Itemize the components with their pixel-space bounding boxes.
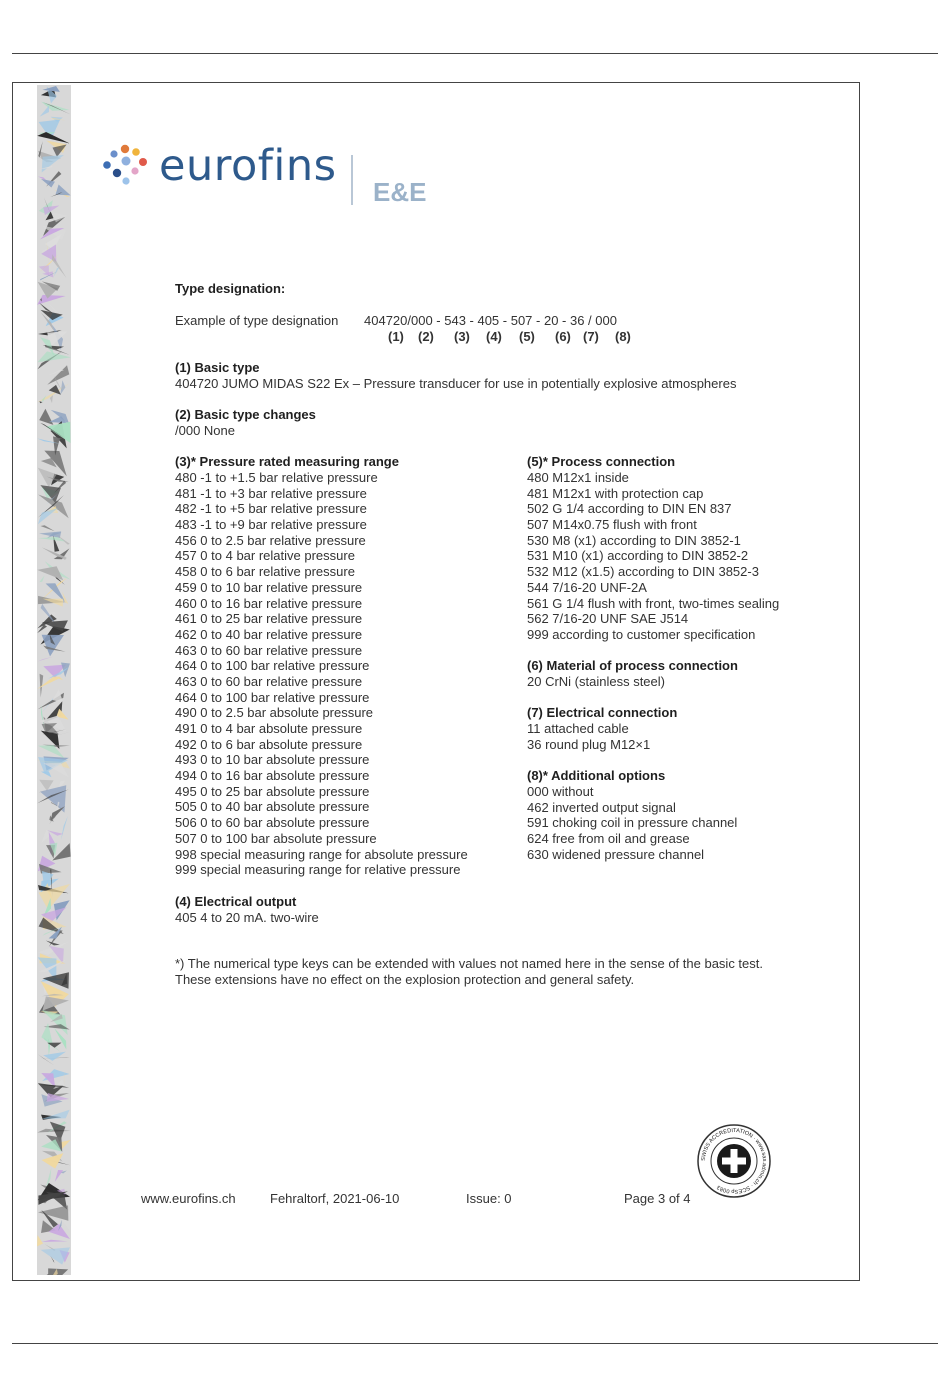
code-6: (6)	[555, 329, 571, 344]
process-connection-title: (5)* Process connection	[527, 454, 676, 469]
electrical-output-text: 405 4 to 20 mA. two-wire	[175, 910, 319, 925]
list-item: 491 0 to 4 bar absolute pressure	[175, 721, 363, 736]
example-label: Example of type designation	[175, 313, 339, 328]
list-item: 20 CrNi (stainless steel)	[527, 674, 665, 689]
list-item: 456 0 to 2.5 bar relative pressure	[175, 532, 366, 548]
list-item: 463 0 to 60 bar relative pressure	[175, 642, 363, 658]
list-item: 502 G 1/4 according to DIN EN 837	[527, 501, 732, 517]
footer-page-number: Page 3 of 4	[624, 1191, 691, 1206]
list-item: 464 0 to 100 bar relative pressure	[175, 658, 370, 674]
list-item: 483 -1 to +9 bar relative pressure	[175, 517, 367, 533]
footnote-line-1: *) The numerical type keys can be extended with values not named here in the sense of the basic test.	[175, 956, 763, 971]
basic-type-changes-text: /000 None	[175, 423, 235, 438]
top-rule	[12, 53, 938, 54]
swiss-accreditation-seal	[696, 1123, 772, 1199]
basic-type-changes-title: (2) Basic type changes	[175, 407, 316, 422]
list-item: 505 0 to 40 bar absolute pressure	[175, 799, 370, 815]
example-value: 404720/000 - 543 - 405 - 507 - 20 - 36 / 000	[364, 313, 617, 328]
list-item: 506 0 to 60 bar absolute pressure	[175, 815, 370, 831]
bottom-rule	[12, 1343, 938, 1344]
footer-website: www.eurofins.ch	[141, 1191, 236, 1206]
list-item: 490 0 to 2.5 bar absolute pressure	[175, 705, 374, 721]
list-item: 481 -1 to +3 bar relative pressure	[175, 485, 367, 501]
list-item: 531 M10 (x1) according to DIN 3852-2	[527, 548, 749, 564]
electrical-output-title: (4) Electrical output	[175, 894, 297, 909]
additional-options-title: (8)* Additional options	[527, 768, 666, 783]
list-item: 630 widened pressure channel	[527, 846, 705, 862]
list-item: 492 0 to 6 bar absolute pressure	[175, 736, 363, 752]
list-item: 481 M12x1 with protection cap	[527, 485, 704, 501]
list-item: 462 0 to 40 bar relative pressure	[175, 626, 363, 642]
list-item: 591 choking coil in pressure channel	[527, 815, 738, 831]
code-5: (5)	[519, 329, 535, 344]
list-item: 36 round plug M12×1	[527, 736, 651, 752]
footer-issue: Issue: 0	[466, 1191, 512, 1206]
electrical-connection-list	[527, 721, 650, 752]
list-item: 561 G 1/4 flush with front, two-times sealing	[527, 595, 780, 611]
list-item: 998 special measuring range for absolute pressure	[175, 846, 468, 862]
logo-divider	[351, 155, 353, 205]
list-item: 495 0 to 25 bar absolute pressure	[175, 783, 370, 799]
electrical-connection-title: (7) Electrical connection	[527, 705, 678, 720]
list-item: 532 M12 (x1.5) according to DIN 3852-3	[527, 564, 759, 580]
basic-type-title: (1) Basic type	[175, 360, 260, 375]
list-item: 457 0 to 4 bar relative pressure	[175, 548, 355, 564]
list-item: 494 0 to 16 bar absolute pressure	[175, 768, 370, 784]
list-item: 460 0 to 16 bar relative pressure	[175, 595, 363, 611]
material-list	[527, 674, 665, 690]
list-item: 544 7/16-20 UNF-2A	[527, 579, 647, 595]
list-item: 482 -1 to +5 bar relative pressure	[175, 501, 367, 517]
measuring-range-title: (3)* Pressure rated measuring range	[175, 454, 399, 469]
seal-ring-text: SWISS ACCREDITATION · www.sas.admin.ch · SCESp 0083	[700, 1127, 768, 1195]
process-connection-list	[527, 470, 779, 643]
list-item: 480 M12x1 inside	[527, 470, 629, 485]
additional-options-list	[527, 784, 737, 862]
list-item: 493 0 to 10 bar absolute pressure	[175, 752, 370, 768]
basic-type-text: 404720 JUMO MIDAS S22 Ex – Pressure transducer for use in potentially explosive atmospheres	[175, 376, 737, 391]
code-7: (7)	[583, 329, 599, 344]
material-title: (6) Material of process connection	[527, 658, 738, 673]
list-item: 507 0 to 100 bar absolute pressure	[175, 830, 377, 846]
list-item: 480 -1 to +1.5 bar relative pressure	[175, 470, 378, 485]
list-item: 461 0 to 25 bar relative pressure	[175, 611, 363, 627]
list-item: 462 inverted output signal	[527, 799, 676, 815]
code-2: (2)	[418, 329, 434, 344]
footer-place-date: Fehraltorf, 2021-06-10	[270, 1191, 400, 1206]
eurofins-dots-icon	[101, 143, 151, 189]
logo-subbrand: E&E	[373, 177, 427, 207]
code-3: (3)	[454, 329, 470, 344]
certificate-page	[12, 82, 860, 1281]
list-item: 999 according to customer specification	[527, 626, 756, 642]
footnote-line-2: These extensions have no effect on the explosion protection and general safety.	[175, 972, 635, 987]
list-item: 464 0 to 100 bar relative pressure	[175, 689, 370, 705]
measuring-range-list	[175, 470, 468, 878]
hologram-strip	[37, 85, 71, 1275]
list-item: 999 special measuring range for relative pressure	[175, 862, 461, 878]
list-item: 11 attached cable	[527, 721, 629, 736]
logo-wordmark: eurofins	[159, 141, 337, 191]
list-item: 000 without	[527, 784, 594, 799]
list-item: 459 0 to 10 bar relative pressure	[175, 579, 363, 595]
list-item: 530 M8 (x1) according to DIN 3852-1	[527, 532, 741, 548]
code-1: (1)	[388, 329, 404, 344]
code-8: (8)	[615, 329, 631, 344]
list-item: 624 free from oil and grease	[527, 831, 690, 847]
code-4: (4)	[486, 329, 502, 344]
type-designation-title: Type designation:	[175, 281, 286, 296]
list-item: 458 0 to 6 bar relative pressure	[175, 564, 355, 580]
list-item: 562 7/16-20 UNF SAE J514	[527, 611, 689, 627]
list-item: 463 0 to 60 bar relative pressure	[175, 673, 363, 689]
list-item: 507 M14x0.75 flush with front	[527, 517, 697, 533]
